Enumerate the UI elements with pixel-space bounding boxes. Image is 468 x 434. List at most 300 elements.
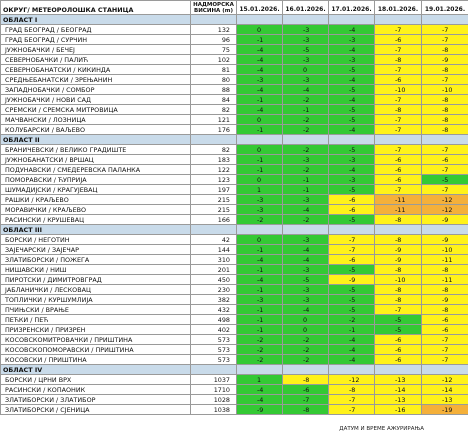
temperature-cell: -7: [329, 235, 375, 245]
station-elevation: 123: [191, 175, 237, 185]
station-name: ПЕЋКИ / ПЕЋ: [1, 315, 191, 325]
table-row: [1, 85, 468, 95]
temperature-cell: -4: [329, 45, 375, 55]
temperature-cell: -10: [375, 275, 422, 285]
temperature-cell: -3: [283, 265, 329, 275]
region-filler-cell: [191, 135, 237, 145]
temperature-cell: -14: [375, 385, 422, 395]
temperature-cell: -7: [422, 185, 468, 195]
table-body: [1, 15, 468, 415]
temperature-cell: -4: [237, 255, 283, 265]
temperature-cell: -19: [422, 405, 468, 415]
temperature-cell: -14: [422, 385, 468, 395]
header-date-1: 15.01.2026.: [237, 1, 283, 15]
temperature-cell: -3: [237, 75, 283, 85]
temperature-cell: -2: [283, 145, 329, 155]
temperature-cell: -7: [375, 65, 422, 75]
table-row: [1, 105, 468, 115]
region-row: [1, 135, 468, 145]
temperature-cell: 0: [237, 235, 283, 245]
temperature-cell: -1: [237, 285, 283, 295]
temperature-cell: -2: [283, 355, 329, 365]
temperature-cell: -7: [375, 185, 422, 195]
station-elevation: 432: [191, 305, 237, 315]
temperature-cell: -7: [422, 355, 468, 365]
temperature-cell: -4: [237, 55, 283, 65]
station-name: СЕВЕРНОБАНАТСКИ / КИКИНДА: [1, 65, 191, 75]
temperature-cell: -1: [283, 175, 329, 185]
temperature-cell: -2: [283, 115, 329, 125]
region-filler-cell: [375, 135, 422, 145]
station-name: СЕВЕРНОБАЧКИ / ПАЛИЋ: [1, 55, 191, 65]
temperature-cell: -6: [375, 75, 422, 85]
temperature-cell: -5: [329, 185, 375, 195]
station-elevation: 498: [191, 315, 237, 325]
temperature-cell: -5: [329, 85, 375, 95]
region-filler-cell: [329, 365, 375, 375]
temperature-cell: -7: [375, 125, 422, 135]
temperature-cell: -3: [283, 295, 329, 305]
temperature-cell: -2: [283, 345, 329, 355]
station-name: РАСИНСКИ / КОПАОНИК: [1, 385, 191, 395]
temperature-cell: -5: [329, 145, 375, 155]
region-title: ОБЛАСТ I: [1, 15, 191, 25]
table-row: [1, 345, 468, 355]
table-row: [1, 165, 468, 175]
temperature-cell: -3: [329, 55, 375, 65]
station-name: ЈУЖНОБАЧКИ / НОВИ САД: [1, 95, 191, 105]
temperature-cell: -5: [329, 265, 375, 275]
table-row: [1, 275, 468, 285]
station-elevation: 573: [191, 345, 237, 355]
temperature-cell: -7: [329, 405, 375, 415]
temperature-cell: -5: [283, 275, 329, 285]
station-elevation: 84: [191, 95, 237, 105]
temperature-cell: -4: [283, 255, 329, 265]
station-elevation: 176: [191, 125, 237, 135]
temperature-cell: -2: [283, 125, 329, 135]
region-title: ОБЛАСТ II: [1, 135, 191, 145]
temperature-cell: -2: [329, 315, 375, 325]
header-date-2: 16.01.2026.: [283, 1, 329, 15]
temperature-cell: -5: [375, 315, 422, 325]
temperature-cell: -4: [283, 245, 329, 255]
station-name: ПОДУНАВСКИ / СМЕДЕРЕВСКА ПАЛАНКА: [1, 165, 191, 175]
region-filler-cell: [375, 225, 422, 235]
station-elevation: 183: [191, 155, 237, 165]
station-name: БРАНИЧЕВСКИ / ВЕЛИКО ГРАДИШТЕ: [1, 145, 191, 155]
temperature-cell: -3: [329, 35, 375, 45]
station-name: ГРАД БЕОГРАД / БЕОГРАД: [1, 25, 191, 35]
temperature-cell: 1: [237, 185, 283, 195]
temperature-cell: -1: [237, 125, 283, 135]
temperature-cell: -7: [375, 95, 422, 105]
station-elevation: 121: [191, 115, 237, 125]
station-elevation: 132: [191, 25, 237, 35]
station-name: БОРСКИ / ЦРНИ ВРХ: [1, 375, 191, 385]
temperature-cell: -4: [237, 385, 283, 395]
temperature-cell: -6: [329, 195, 375, 205]
temperature-cell: -2: [283, 335, 329, 345]
temperature-cell: -7: [422, 345, 468, 355]
temperature-cell: -8: [422, 95, 468, 105]
table-header-row: [1, 1, 468, 15]
region-filler-cell: [422, 135, 468, 145]
temperature-cell: 0: [283, 65, 329, 75]
table-row: [1, 25, 468, 35]
temperature-cell: -4: [329, 355, 375, 365]
temperature-cell: -3: [237, 195, 283, 205]
temperature-cell: -6: [375, 155, 422, 165]
station-name: ТОПЛИЧКИ / КУРШУМЛИЈА: [1, 295, 191, 305]
table-row: [1, 235, 468, 245]
table-row: [1, 405, 468, 415]
temperature-cell: -4: [237, 395, 283, 405]
station-elevation: 122: [191, 165, 237, 175]
region-filler-cell: [237, 365, 283, 375]
station-name: ЗЛАТИБОРСКИ / ЗЛАТИБОР: [1, 395, 191, 405]
station-name: ЈАБЛАНИЧКИ / ЛЕСКОВАЦ: [1, 285, 191, 295]
header-station: ОКРУГ/ МЕТЕОРОЛОШКА СТАНИЦА: [1, 1, 191, 15]
temperature-cell: -2: [283, 165, 329, 175]
temperature-cell: -4: [283, 205, 329, 215]
temperature-cell: -6: [329, 255, 375, 265]
temperature-cell: -5: [329, 285, 375, 295]
region-filler-cell: [422, 225, 468, 235]
temperature-cell: -6: [283, 385, 329, 395]
temperature-cell: -4: [329, 95, 375, 105]
region-title: ОБЛАСТ III: [1, 225, 191, 235]
temperature-cell: -5: [329, 105, 375, 115]
temperature-cell: 0: [237, 145, 283, 155]
table-row: [1, 305, 468, 315]
region-row: [1, 365, 468, 375]
table-row: [1, 285, 468, 295]
table-row: [1, 205, 468, 215]
temperature-cell: -7: [422, 165, 468, 175]
temperature-cell: -5: [283, 45, 329, 55]
region-filler-cell: [237, 135, 283, 145]
station-name: ШУМАДИЈСКИ / КРАГУЈЕВАЦ: [1, 185, 191, 195]
temperature-cell: -2: [283, 215, 329, 225]
temperature-cell: -3: [283, 195, 329, 205]
table-row: [1, 265, 468, 275]
temperature-cell: -10: [375, 85, 422, 95]
table-row: [1, 155, 468, 165]
temperature-cell: -8: [375, 295, 422, 305]
temperature-cell: -1: [329, 325, 375, 335]
region-row: [1, 15, 468, 25]
station-name: ПЧИЊСКИ / ВРАЊЕ: [1, 305, 191, 315]
header-date-4: 18.01.2026.: [375, 1, 422, 15]
table-row: [1, 75, 468, 85]
temperature-cell: -4: [237, 105, 283, 115]
station-name: ЗЛАТИБОРСКИ / ПОЖЕГА: [1, 255, 191, 265]
temperature-cell: -5: [329, 305, 375, 315]
temperature-cell: -6: [375, 345, 422, 355]
temperature-cell: -11: [422, 275, 468, 285]
temperature-cell: -8: [422, 115, 468, 125]
station-name: МАЧВАНСКИ / ЛОЗНИЦА: [1, 115, 191, 125]
temperature-cell: -5: [375, 325, 422, 335]
temperature-cell: 0: [237, 115, 283, 125]
temperature-cell: -3: [237, 295, 283, 305]
temperature-cell: -7: [375, 45, 422, 55]
temperature-cell: -4: [237, 65, 283, 75]
temperature-cell: -3: [283, 25, 329, 35]
station-elevation: 201: [191, 265, 237, 275]
station-elevation: 144: [191, 245, 237, 255]
temperature-cell: -8: [422, 105, 468, 115]
station-name: СРЕДЊЕБАНАТСКИ / ЗРЕЊАНИН: [1, 75, 191, 85]
temperature-cell: -6: [375, 35, 422, 45]
temperature-cell: 0: [283, 325, 329, 335]
temperature-cell: -7: [422, 25, 468, 35]
temperature-cell: -7: [422, 335, 468, 345]
region-filler-cell: [237, 15, 283, 25]
table-row: [1, 295, 468, 305]
temperature-cell: -4: [329, 345, 375, 355]
temperature-cell: -7: [375, 145, 422, 155]
station-elevation: 230: [191, 285, 237, 295]
temperature-cell: -8: [375, 235, 422, 245]
temperature-cell: -7: [422, 145, 468, 155]
temperature-cell: -10: [422, 85, 468, 95]
temperature-cell: -3: [237, 205, 283, 215]
station-elevation: 42: [191, 235, 237, 245]
station-elevation: 573: [191, 355, 237, 365]
temperature-cell: -4: [329, 335, 375, 345]
station-elevation: 96: [191, 35, 237, 45]
station-name: РАСИНСКИ / КРУШЕВАЦ: [1, 215, 191, 225]
region-filler-cell: [375, 15, 422, 25]
station-name: ПОМОРАВСКИ / ЋУПРИЈА: [1, 175, 191, 185]
temperature-cell: -7: [375, 115, 422, 125]
temperature-cell: -3: [283, 35, 329, 45]
region-filler-cell: [329, 135, 375, 145]
table-row: [1, 215, 468, 225]
temperature-cell: -12: [329, 375, 375, 385]
station-elevation: 82: [191, 105, 237, 115]
temperature-cell: -8: [422, 125, 468, 135]
station-elevation: 310: [191, 255, 237, 265]
temperature-cell: -7: [283, 395, 329, 405]
temperature-cell: -8: [329, 385, 375, 395]
table-row: [1, 395, 468, 405]
table-row: [1, 355, 468, 365]
temperature-cell: -5: [329, 215, 375, 225]
temperature-cell: -9: [422, 295, 468, 305]
temperature-cell: -11: [422, 255, 468, 265]
temperature-cell: -2: [237, 355, 283, 365]
temperature-cell: -4: [237, 275, 283, 285]
table-row: [1, 55, 468, 65]
station-name: КОЛУБАРСКИ / ВАЉЕВО: [1, 125, 191, 135]
table-row: [1, 195, 468, 205]
temperature-cell: -1: [283, 185, 329, 195]
temperature-cell: -1: [237, 165, 283, 175]
table-row: [1, 255, 468, 265]
station-elevation: 75: [191, 45, 237, 55]
temperature-cell: -6: [422, 315, 468, 325]
temperature-cell: -6: [375, 165, 422, 175]
temperature-cell: -8: [422, 65, 468, 75]
temperature-cell: -7: [375, 305, 422, 315]
temperature-cell: -2: [237, 215, 283, 225]
temperature-cell: -4: [329, 25, 375, 35]
station-elevation: 197: [191, 185, 237, 195]
station-elevation: 215: [191, 205, 237, 215]
temperature-cell: -7: [422, 75, 468, 85]
station-elevation: 1037: [191, 375, 237, 385]
temperature-cell: -8: [375, 215, 422, 225]
station-name: БОРСКИ / НЕГОТИН: [1, 235, 191, 245]
temperature-cell: -9: [422, 215, 468, 225]
temperature-cell: -4: [329, 125, 375, 135]
temperature-cell: -6: [329, 205, 375, 215]
temperature-cell: -3: [283, 235, 329, 245]
station-name: РАШКИ / КРАЉЕВО: [1, 195, 191, 205]
table-row: [1, 65, 468, 75]
temperature-cell: 0: [237, 25, 283, 35]
temperature-cell: -3: [283, 285, 329, 295]
temperature-cell: -3: [283, 155, 329, 165]
temperature-cell: -1: [283, 105, 329, 115]
table-row: [1, 95, 468, 105]
station-elevation: 166: [191, 215, 237, 225]
temperature-cell: -6: [375, 335, 422, 345]
station-name: ЗАПАДНОБАЧКИ / СОМБОР: [1, 85, 191, 95]
temperature-cell: -1: [237, 155, 283, 165]
temperature-cell: -6: [422, 155, 468, 165]
station-elevation: 1038: [191, 405, 237, 415]
station-elevation: 81: [191, 65, 237, 75]
temperature-cell: -8: [375, 105, 422, 115]
table-row: [1, 315, 468, 325]
temperature-cell: -1: [237, 315, 283, 325]
temperature-cell: -8: [283, 405, 329, 415]
temperature-cell: -9: [422, 55, 468, 65]
temperature-cell: -11: [375, 205, 422, 215]
station-elevation: 215: [191, 195, 237, 205]
temperature-cell: -4: [329, 165, 375, 175]
station-elevation: 80: [191, 75, 237, 85]
temperature-cell: -8: [283, 375, 329, 385]
temperature-cell: -4: [283, 305, 329, 315]
temperature-cell: -6: [422, 325, 468, 335]
temperature-cell: -13: [375, 395, 422, 405]
table-row: [1, 335, 468, 345]
temperature-cell: -8: [422, 265, 468, 275]
table-row: [1, 185, 468, 195]
region-filler-cell: [237, 225, 283, 235]
temperature-cell: -9: [329, 275, 375, 285]
temperature-cell: -16: [375, 405, 422, 415]
temperature-cell: -1: [237, 95, 283, 105]
temperature-cell: -1: [237, 35, 283, 45]
temperature-cell: -13: [375, 375, 422, 385]
station-name: НИШАВСКИ / НИШ: [1, 265, 191, 275]
temperature-cell: -13: [422, 395, 468, 405]
temperature-cell: -10: [422, 245, 468, 255]
header-date-3: 17.01.2026.: [329, 1, 375, 15]
temperature-cell: -12: [422, 375, 468, 385]
temperature-cell: -9: [237, 405, 283, 415]
temperature-cell: -8: [422, 45, 468, 55]
temperature-cell: 1: [237, 375, 283, 385]
station-elevation: 82: [191, 145, 237, 155]
table-row: [1, 35, 468, 45]
temperature-cell: -4: [329, 75, 375, 85]
header-elevation: НАДМОРСКА ВИСИНА (m): [191, 1, 237, 15]
temperature-cell: -8: [375, 55, 422, 65]
temperature-cell: -1: [237, 305, 283, 315]
temperature-cell: -3: [283, 75, 329, 85]
temperature-cell: -3: [283, 55, 329, 65]
temperature-cell: -6: [375, 175, 422, 185]
temperature-cell: -6: [375, 355, 422, 365]
region-row: [1, 225, 468, 235]
station-elevation: 573: [191, 335, 237, 345]
temperature-cell: -4: [237, 85, 283, 95]
table-row: [1, 145, 468, 155]
temperature-cell: -5: [329, 115, 375, 125]
region-filler-cell: [422, 365, 468, 375]
table-row: [1, 175, 468, 185]
temperature-cell: -2: [237, 345, 283, 355]
temperature-cell: -7: [375, 25, 422, 35]
station-name: ГРАД БЕОГРАД / СУРЧИН: [1, 35, 191, 45]
temperature-cell: -3: [329, 175, 375, 185]
region-filler-cell: [422, 15, 468, 25]
temperature-cell: -12: [422, 205, 468, 215]
station-elevation: 102: [191, 55, 237, 65]
header-date-5: 19.01.2026.: [422, 1, 468, 15]
table-row: [1, 245, 468, 255]
station-elevation: 1710: [191, 385, 237, 395]
region-filler-cell: [283, 135, 329, 145]
temperature-cell: -9: [375, 245, 422, 255]
temperature-cell: -7: [329, 395, 375, 405]
region-filler-cell: [283, 365, 329, 375]
temperature-cell: -5: [329, 295, 375, 305]
station-elevation: 402: [191, 325, 237, 335]
station-name: ЗЛАТИБОРСКИ / СЈЕНИЦА: [1, 405, 191, 415]
table-row: [1, 125, 468, 135]
temperature-cell: -4: [283, 85, 329, 95]
station-elevation: 450: [191, 275, 237, 285]
table-row: [1, 385, 468, 395]
temperature-cell: -5: [422, 175, 468, 185]
station-name: ПИРОТСКИ / ДИМИТРОВГРАД: [1, 275, 191, 285]
region-filler-cell: [191, 15, 237, 25]
region-filler-cell: [283, 225, 329, 235]
region-filler-cell: [191, 225, 237, 235]
station-name: ЈУЖНОБАЧКИ / БЕЧЕЈ: [1, 45, 191, 55]
station-elevation: 1028: [191, 395, 237, 405]
station-name: СРЕМСКИ / СРЕМСКА МИТРОВИЦА: [1, 105, 191, 115]
region-title: ОБЛАСТ IV: [1, 365, 191, 375]
temperature-cell: -2: [283, 95, 329, 105]
region-filler-cell: [191, 365, 237, 375]
temperature-cell: -4: [237, 45, 283, 55]
temperature-cell: -9: [375, 255, 422, 265]
table-row: [1, 375, 468, 385]
temperature-cell: -7: [329, 245, 375, 255]
region-filler-cell: [283, 15, 329, 25]
region-filler-cell: [329, 225, 375, 235]
temperature-cell: 0: [283, 315, 329, 325]
